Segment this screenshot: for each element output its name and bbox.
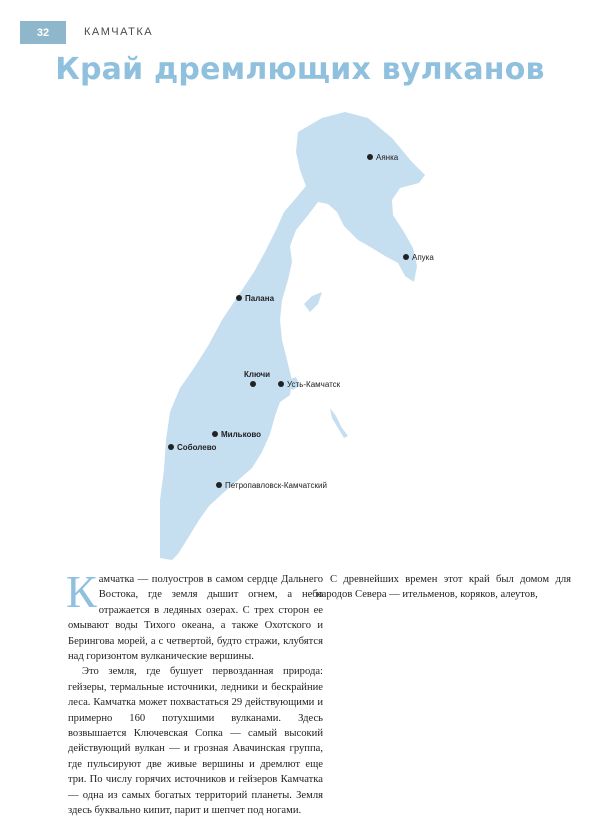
text-column-left <box>66 566 323 819</box>
map-label-ayanka: Аянка <box>376 153 399 162</box>
map-label-klyuchi: Ключи <box>244 370 271 379</box>
map-label-apuka: Апука <box>412 253 434 262</box>
map-marker-ust-kamchatsk <box>278 380 341 389</box>
map-label-sobolevo: Соболево <box>177 443 217 452</box>
paragraph-peoples: С древнейших времен этот край был домом для народов Севера — ительменов, коряков, алеутов, <box>316 574 571 601</box>
text-column-right <box>316 572 571 603</box>
paragraph-intro-text: амчатка — полуостров в самом сердце Дальнего Востока, где земля дышит огнем, а небо отражается в ледяных озерах. С трех сторон ее омывают воды Тихого океана, а также Охотского и Берингова морей, а с четвертой, будто стражи, клубятся над горизонтом вулканические вершины. <box>68 574 323 663</box>
map-label-palana: Палана <box>245 294 275 303</box>
paragraph-nature: Это земля, где бушует первозданная природа: гейзеры, термальные источники, ледники и бескрайние леса. Камчатка может похвастаться 29 действующими и примерно 160 потухшими вулканами. Здесь возвышается Ключевская Сопка — самый высокий действующий вулкан — и грозная Авачинская группа, где пульсируют две живые вершины и дремлют еще три. По числу горячих источников и гейзеров Камчатка — одна из самых богатых территорий планеты. Земля здесь буквально кипит, парит и шепчет под ногами. <box>68 666 323 817</box>
page-title: Край дремлющих вулканов <box>55 52 545 87</box>
map-label-petropavlovsk: Петропавловск-Камчатский <box>225 481 327 490</box>
map-label-milkovo: Мильково <box>221 430 262 439</box>
drop-cap: К <box>66 566 97 617</box>
map-marker-petropavlovsk <box>216 481 327 490</box>
page-number-badge: 32 <box>20 21 66 44</box>
paragraph-intro <box>66 566 323 664</box>
running-head: КАМЧАТКА <box>84 26 154 38</box>
commander-islands <box>330 408 348 438</box>
karaginsky-island <box>304 292 322 312</box>
map-label-ust-kamchatsk: Усть-Камчатск <box>287 380 341 389</box>
kamchatka-landmass <box>160 112 425 560</box>
